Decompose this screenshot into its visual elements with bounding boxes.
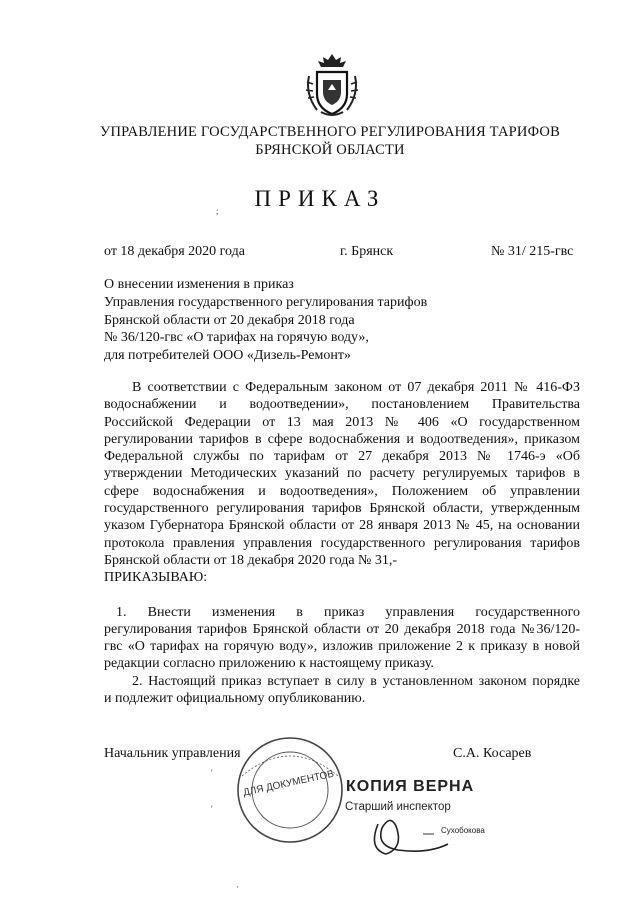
round-stamp-icon [228, 728, 498, 868]
scan-mark: ' [211, 768, 213, 778]
preamble-line: В соответствии с Федеральным законом от 07 декабря 2011 № 416-ФЗ [132, 380, 580, 395]
subject-line: для потребителей ООО «Дизель-Ремонт» [104, 348, 351, 364]
order-word: ПРИКАЗЫВАЮ: [104, 570, 208, 586]
signatory-position: Начальник управления [104, 746, 241, 761]
subject-line: Управления государственного регулирования тарифов [104, 294, 428, 310]
scan-mark: ; [216, 206, 219, 216]
preamble-line: протокола правления управления государственного регулирования тарифов [104, 535, 580, 551]
subject-line: О внесении изменения в приказ [104, 277, 294, 292]
subject-line: № 36/120-гвс «О тарифах на горячую воду», [104, 330, 369, 346]
item-1-line: гвс «О тарифах на горячую воду», изложив приложение 2 к приказу в новой [104, 639, 580, 655]
subject-line: Брянской области от 20 декабря 2018 года [104, 312, 355, 328]
preamble-line: Федеральной службы по тарифам от 27 декабря 2013 № 1746-э «Об [104, 449, 580, 465]
org-name-line1: УПРАВЛЕНИЕ ГОСУДАРСТВЕННОГО РЕГУЛИРОВАНИЯ ТАРИФОВ [100, 124, 560, 140]
preamble-line: Российской Федерации от 13 мая 2013 № 406 «О государственном [104, 414, 580, 430]
certifier-name: Сухобокова [441, 826, 485, 835]
item-1-line: редакции согласно приложению к настоящему приказу. [104, 656, 434, 672]
scan-mark: · [236, 882, 239, 892]
order-city: г. Брянск [340, 244, 394, 259]
signatory-name: С.А. Косарев [453, 746, 532, 761]
order-number: № 31/ 215-гвс [491, 244, 574, 259]
item-1-line: регулирования тарифов Брянской области от 20 декабря 2018 года №36/120- [104, 621, 580, 637]
preamble-line: государственного регулирования тарифов Брянской области, утвержденным [104, 501, 580, 517]
preamble-line: указом Губернатора Брянской области от 28 января 2013 № 45, на основании [104, 518, 580, 534]
preamble-line: водоснабжении и водоотведении», постановлением Правительства [104, 397, 580, 413]
preamble-line: сфере водоснабжения и водоотведения», Положением об управлении [104, 483, 580, 499]
order-subject [104, 276, 427, 365]
inspector-label: Старший инспектор [345, 801, 451, 813]
preamble-line: регулировании тарифов в сфере водоснабжения и водоотведения», приказом [104, 431, 580, 447]
item-2-line: и подлежит официальному опубликованию. [104, 691, 366, 707]
order-date: от 18 декабря 2020 года [104, 244, 245, 259]
document-title: ПРИКАЗ [254, 186, 386, 211]
preamble-line: Брянской области от 18 декабря 2020 года № 31,- [104, 552, 398, 568]
coat-of-arms-icon [303, 52, 361, 118]
scan-mark: ' [211, 804, 213, 814]
org-name-line2: БРЯНСКОЙ ОБЛАСТИ [255, 142, 405, 158]
item-1-line: 1. Внести изменения в приказ управления государственного [116, 604, 580, 620]
handwritten-signature-icon [374, 820, 448, 854]
preamble-line: утверждении Методических указаний по расчету регулируемых тарифов в [104, 466, 580, 482]
stamp-center-text: ДЛЯ ДОКУМЕНТОВ [242, 768, 336, 799]
copy-certified-label: КОПИЯ ВЕРНА [346, 778, 475, 795]
order-body [104, 379, 580, 707]
item-2-line: 2. Настоящий приказ вступает в силу в установленном законом порядке [132, 673, 580, 689]
